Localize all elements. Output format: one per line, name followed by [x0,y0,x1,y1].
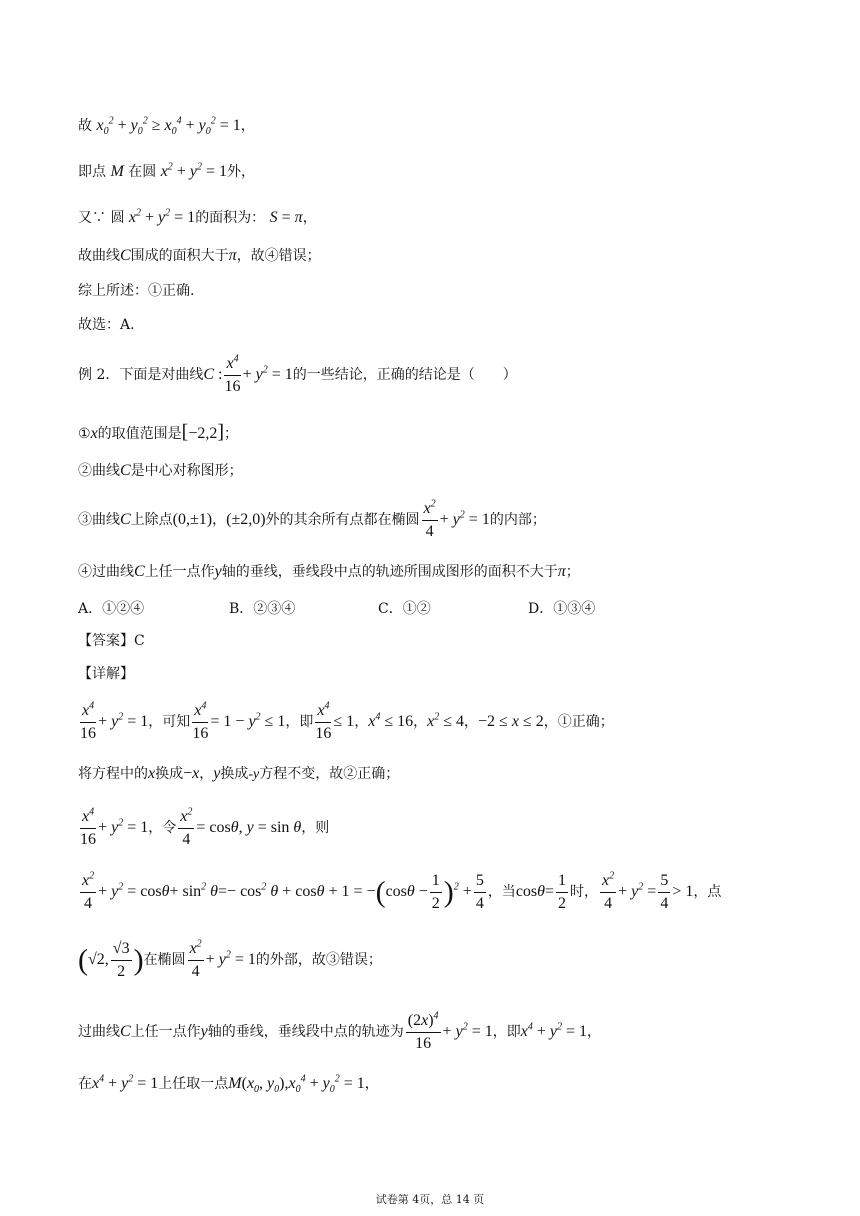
option-c: C．①② [378,601,431,617]
example-intro [78,355,517,395]
sol-b-mid2: ， [199,766,214,782]
example-intro-suffix: 的一些结论，正确的结论是（ ） [292,366,517,383]
statement-4 [78,564,580,580]
math-point: (√2, $\frac{√3}{2}$ ) [78,940,144,980]
math-area: S = π [269,209,303,226]
line-2 [78,161,255,180]
option-a: A．①②④ [78,601,145,617]
option-b: B．②③④ [229,601,296,617]
line-3: 又∵ 圆 $x^2 + y^2 = 1$的面积为： S = π， [78,207,317,226]
sol-c-text1: ，令 [148,819,177,836]
page-footer: 试卷第 4页，总 14 页 [375,1193,485,1206]
math-ineq: $\frac{x^4}{16}$ ≤ 1 [315,700,355,742]
math-ineq: $x^4 \le 16$ [368,711,414,730]
math-y: y [213,765,221,782]
math-x: x [90,425,98,442]
line-3-mid: 的面积为： [195,210,266,226]
line-4-mid: 围成的面积大于 [130,248,229,264]
math-range: −2 ≤ x ≤ 2 [478,712,544,730]
sol-f-mid2: 轴的垂线，垂线段中点的轨迹为 [207,1023,404,1040]
math-y: y [214,563,222,580]
sol-b-prefix: 将方程中的 [78,766,148,782]
math-identity: $\frac{x^2}{4}$ + $y^2 = \cos\theta+ \sin^2 \theta=- \cos^2 \theta + \cos\theta + 1 = -(\cos\theta$ − $\frac{1}{2}$ )$^2$ + $\frac{5}{4}$ [82,870,484,912]
math-ellipse: $\frac{x^2}{4}$ + $y^2 = 1$ [423,498,490,540]
sol-d-when: ，当 [487,883,516,900]
s1-mid: 的取值范围是 [97,426,182,442]
solution-line-e [78,940,382,980]
line-1: 故 $x_0^2 + y_0^2 \ge x_0^4 + y_0^2 = 1$， [78,115,255,138]
math-circle: $x^2 + y^2 = 1$ [128,207,196,226]
math-c: C [120,247,131,264]
math-locus-simplified: $x^4 + y^2 = 1$ [520,1021,587,1040]
math-c: C [120,510,131,528]
math-point-m: $M(x_0$, $y_0),x_0^4 + y_0^2 = 1$ [228,1073,365,1096]
math-neg-x: −x [183,765,200,782]
sol-c-text2: ，则 [301,819,330,836]
math-interval: [−2,2] [181,421,225,443]
math-eq: $\frac{x^4}{16}$ = $1 - y^2 \le 1$ [192,700,286,742]
math-curve: C : $\frac{x^4}{16}$ + $y^2 = 1$ [203,353,293,395]
s1-prefix: ① [78,426,91,442]
line-5: 综上所述：①正确. [78,283,195,299]
line-4-prefix: 故曲线 [78,248,120,264]
sol-a-tail: ，①正确； [543,713,614,730]
line-2-suffix: 外， [226,164,255,180]
line-4-suffix: ，故④错误； [236,248,321,264]
sol-g-prefix: 在 [78,1076,92,1092]
s3-suffix: 的内部； [489,511,546,528]
math-point-m: M [110,163,124,180]
sol-g-mid: 上任取一点 [158,1076,229,1092]
math-points-1: (0,±1) [172,510,213,528]
s3-mid: 上除点 [130,511,173,528]
s3-prefix: ③曲线 [78,511,120,528]
example-intro-text: 例 2．下面是对曲线 [78,366,204,383]
math-c: C [120,1022,131,1040]
line-2-mid: 在圆 [128,164,157,180]
math-pi: π [557,563,566,580]
math-curve: $x^4 + y^2 = 1$ [92,1073,159,1092]
s4-mid: 上任一点作 [144,564,215,580]
solution-line-d [78,872,721,912]
math-c: C [120,462,131,479]
math-locus: $\frac{(2x)^4}{16}$ + $y^2 = 1$ [407,1010,493,1052]
sol-a-text2: ，即 [285,713,314,730]
math-subst: $\frac{x^2}{4}$ = cosθ, y = sin θ [180,806,302,848]
s4-suffix: ； [565,564,580,580]
math-points-2: (±2,0) [226,510,266,528]
sol-f-prefix: 过曲线 [78,1023,120,1040]
solution-line-c [78,808,329,848]
math-ineq: $x^2 \le 4$ [427,711,464,730]
s4-prefix: ④过曲线 [78,564,134,580]
math-inequality: $x_0^2 + y_0^2 \ge x_0^4 + y_0^2 = 1$ [96,115,241,138]
sol-e-text: 在椭圆 [143,951,186,968]
solution-line-g: 在$x^4 + y^2 = 1$上任取一点$M(x_0$, $y_0),x_0^4 + y_0^2 = 1$， [78,1073,379,1096]
statement-1 [78,422,238,442]
s4-mid2: 轴的垂线，垂线段中点的轨迹所围成图形的面积不大于 [221,564,558,580]
statement-3: ③曲线C上除点(0,±1)，(±2,0)外的其余所有点都在椭圆 $\frac{x^2}{4}$ + $y^2 = 1$的内部； [78,498,546,540]
line-4 [78,248,321,264]
line-6: 故选：A. [78,317,135,333]
math-y: y [200,1022,208,1040]
s2-prefix: ②曲线 [78,463,120,479]
math-eq: $\frac{x^4}{16}$ + $y^2 = 1$ [80,700,149,742]
solution-line-a: $\frac{x^4}{16}$ + $y^2 = 1$，可知 $\frac{x^4}{16}$ = $1 - y^2 \le 1$，即 $\frac{x^4}{16}$ ≤ 1，$x^4 \le 16$，$x^2 \le 4$，−2 ≤ x ≤ 2，①正确； [78,702,614,742]
math-circle: $x^2 + y^2 = 1$ [160,161,227,180]
sol-b-mid3: 换成 [220,766,249,782]
math-eq: $\frac{x^4}{16}$ + $y^2 = 1$ [80,806,149,848]
s2-suffix: 是中心对称图形； [130,463,243,479]
line-3-prefix: 又∵ 圆 [78,210,125,226]
math-c: C [134,563,145,580]
answer: 【答案】C [78,633,145,649]
math-neg-y: -y [248,767,260,782]
statement-2 [78,463,243,479]
math-ellipse: $\frac{x^2}{4}$ + $y^2 = 1$ [189,938,256,980]
solution-line-b [78,766,399,782]
option-d: D．①③④ [528,601,596,617]
solution-line-f: 过曲线C上任一点作y轴的垂线，垂线段中点的轨迹为 $\frac{(2x)^4}{16}$ + $y^2 = 1$，即$x^4 + y^2 = 1$， [78,1010,601,1052]
sol-d-time: 时， [570,883,599,900]
line-2-prefix: 即点 [78,164,106,180]
sol-b-mid: 换成 [155,766,184,782]
math-cos: cosθ= $\frac{1}{2}$ [515,872,567,912]
sol-f-mid3: ，即 [492,1023,521,1040]
sol-f-mid: 上任一点作 [130,1023,201,1040]
detail-title: 【详解】 [78,666,134,682]
line-1-prefix: 故 [78,118,92,134]
s1-suffix: ； [224,426,239,442]
sol-e-suffix: 的外部，故③错误； [255,951,382,968]
math-pi: π [228,247,237,264]
sol-d-point: ，点 [693,883,722,900]
sol-a-text1: ，可知 [148,713,191,730]
math-x: x [148,765,156,782]
math-result: $\frac{x^2}{4}$ + $y^2$ = $\frac{5}{4}$ > 1 [602,870,694,912]
s3-mid2: 外的其余所有点都在椭圆 [265,511,420,528]
sol-b-suffix: 方程不变，故②正确； [259,766,400,782]
